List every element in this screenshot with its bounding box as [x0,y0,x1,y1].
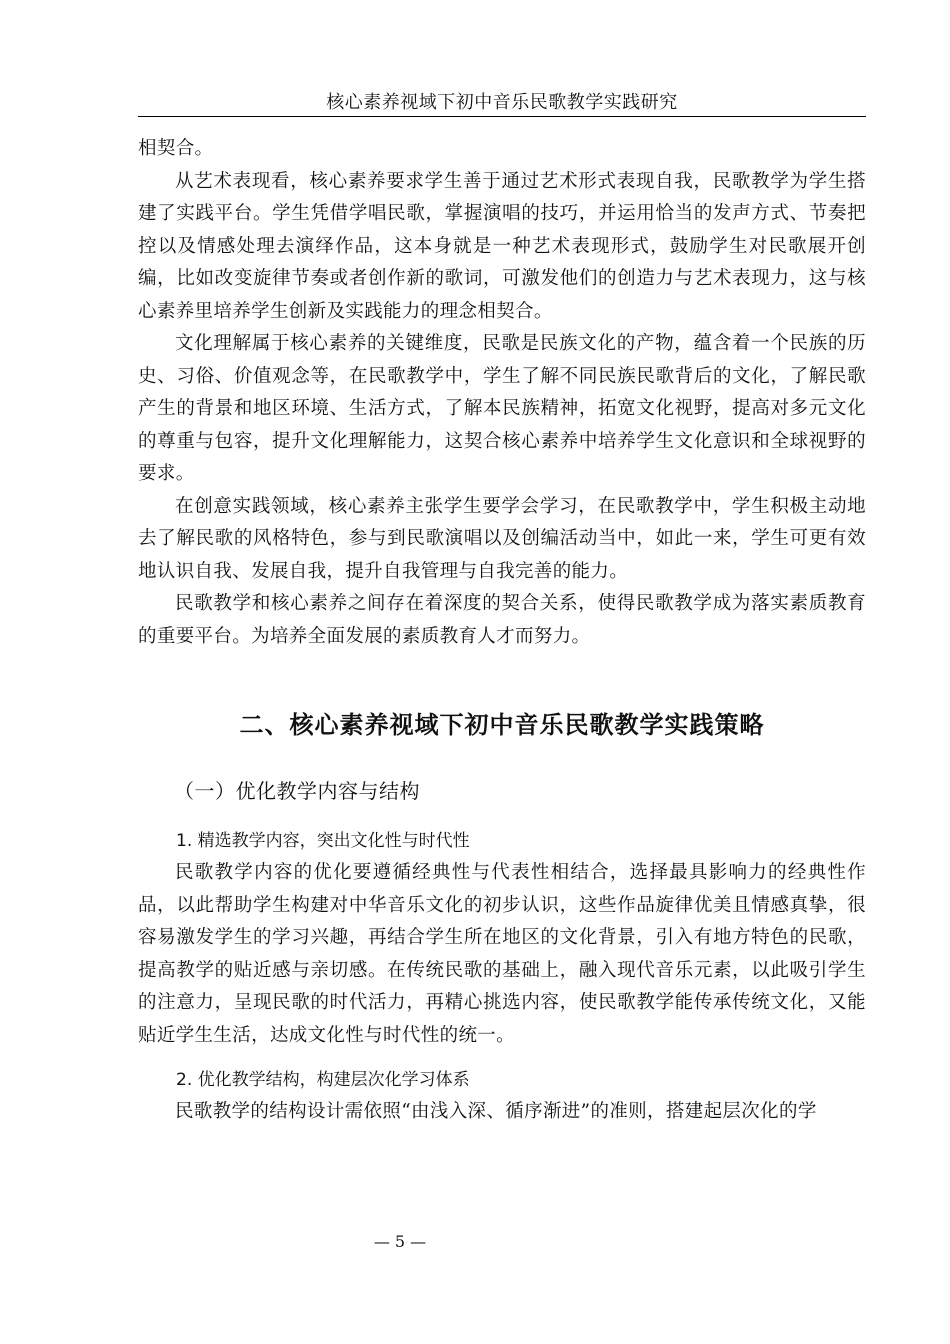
item-heading-2: 2. 优化教学结构，构建层次化学习体系 [176,1070,470,1090]
body-paragraph-structure: 民歌教学的结构设计需依照“由浅入深、循序渐进”的准则，搭建起层次化的学 [175,1101,817,1122]
body-paragraph-cultural-understanding: 文化理解属于核心素养的关键维度，民歌是民族文化的产物，蕴含着一个民族的历史、习俗、价值观念等，在民歌教学中，学生了解不同民族民歌背后的文化，了解民歌产生的背景和地区环境、生活方式，了解本民族精神，拓宽文化视野，提高对多元文化的尊重与包容，提升文化理解能力，这契合核心素养中培养学生文化意识和全球视野的要求。 [138,333,866,484]
body-paragraph-creative-practice: 在创意实践领域，核心素养主张学生要学会学习，在民歌教学中，学生积极主动地去了解民歌的风格特色，参与到民歌演唱以及创编活动当中，如此一来，学生可更有效地认识自我、发展自我，提升自我管理与自我完善的能力。 [138,495,866,582]
page-number: — 5 — [373,1232,427,1251]
section-heading: 二、核心素养视域下初中音乐民歌教学实践策略 [239,711,765,739]
header-rule [138,116,866,117]
body-paragraph-art-expression: 从艺术表现看，核心素养要求学生善于通过艺术形式表现自我，民歌教学为学生搭建了实践平台。学生凭借学唱民歌，掌握演唱的技巧，并运用恰当的发声方式、节奏把控以及情感处理去演绎作品，这本身就是一种艺术表现形式，鼓励学生对民歌展开创编，比如改变旋律节奏或者创作新的歌词，可激发他们的创造力与艺术表现力，这与核心素养里培养学生创新及实践能力的理念相契合。 [138,170,866,322]
body-paragraph-continuation: 相契合。 [138,138,214,159]
subsection-heading: （一）优化教学内容与结构 [174,779,420,803]
running-header-title: 核心素养视域下初中音乐民歌教学实践研究 [326,92,678,113]
item-heading-1: 1. 精选教学内容，突出文化性与时代性 [176,831,470,851]
page-body [138,133,866,1129]
body-paragraph-content-selection: 民歌教学内容的优化要遵循经典性与代表性相结合，选择最具影响力的经典性作品，以此帮助学生构建对中华音乐文化的初步认识，这些作品旋律优美且情感真挚，很容易激发学生的学习兴趣，再结合学生所在地区的文化背景，引入有地方特色的民歌，提高教学的贴近感与亲切感。在传统民歌的基础上，融入现代音乐元素，以此吸引学生的注意力，呈现民歌的时代活力，再精心挑选内容，使民歌教学能传承传统文化，又能贴近学生生活，达成文化性与时代性的统一。 [138,862,866,1046]
body-paragraph-summary: 民歌教学和核心素养之间存在着深度的契合关系，使得民歌教学成为落实素质教育的重要平台。为培养全面发展的素质教育人才而努力。 [138,593,866,647]
